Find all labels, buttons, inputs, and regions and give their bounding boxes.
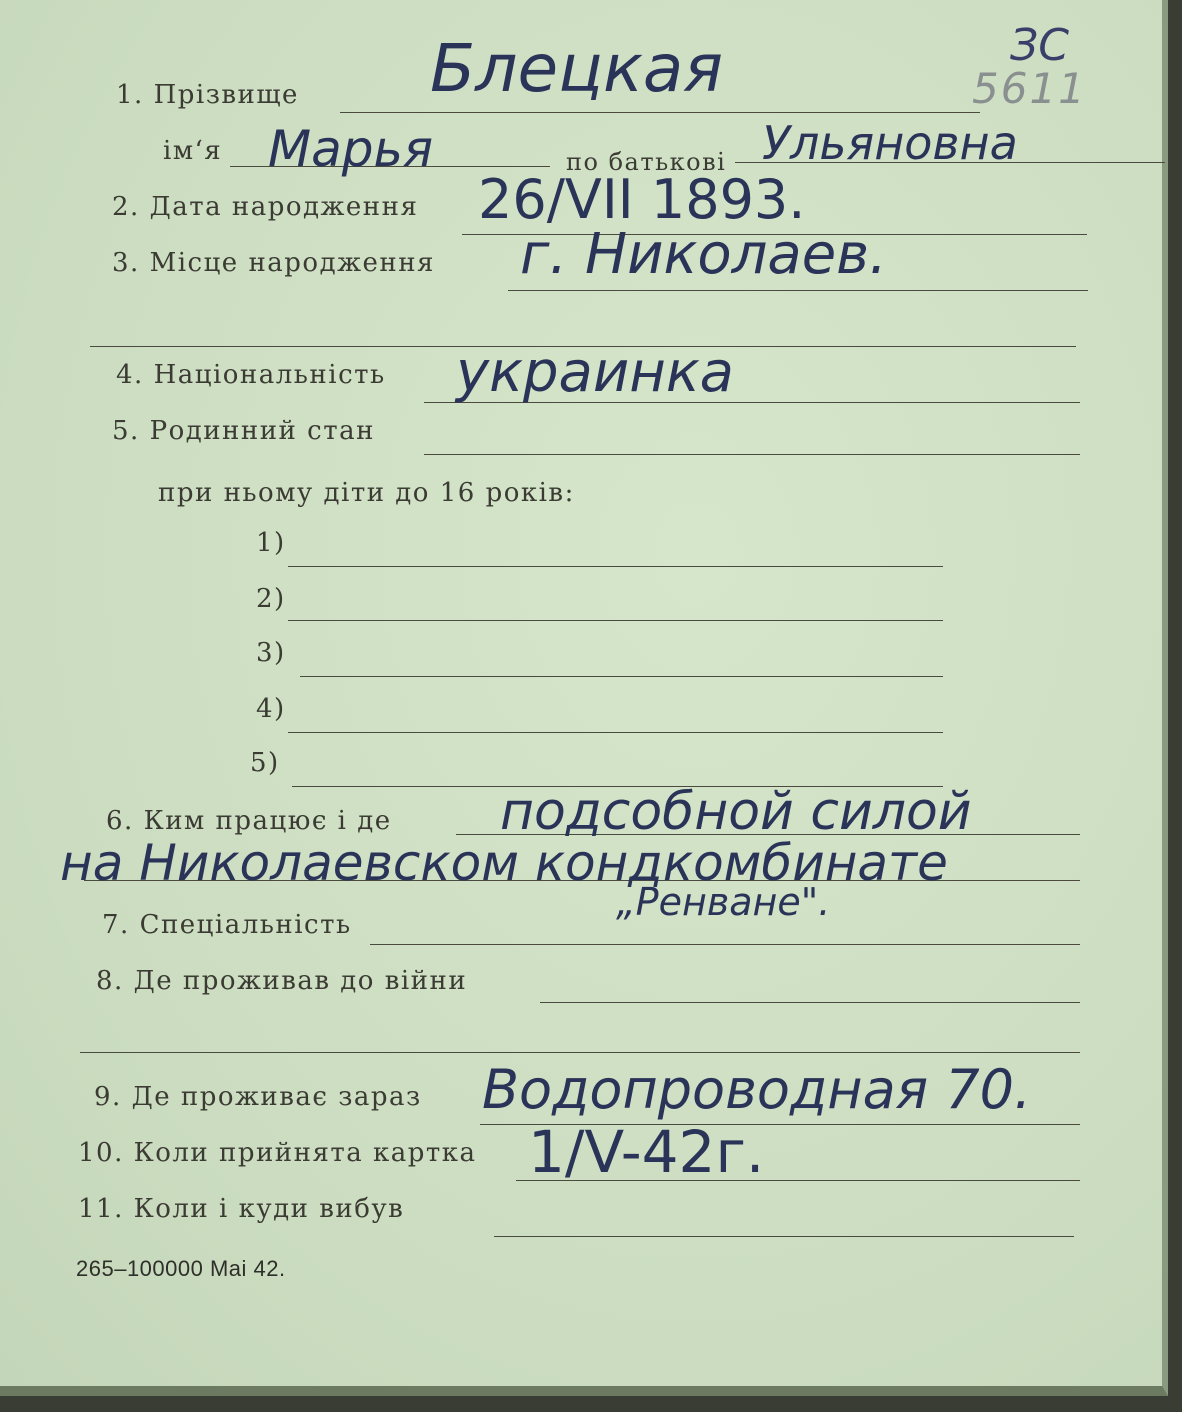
patronymic-value: Ульяновна	[762, 116, 1018, 170]
surname-value: Блецкая	[430, 30, 724, 107]
current-address-value: Водопроводная 70.	[482, 1058, 1032, 1121]
child-3-label: 3)	[256, 638, 286, 668]
child-1-label: 1)	[256, 528, 286, 558]
surname-label: 1. Прізвище	[116, 80, 299, 110]
nationality-label: 4. Національність	[116, 360, 386, 390]
departure-label: 11. Коли і куди вибув	[78, 1194, 405, 1224]
work-value-line3: „Ренване".	[616, 880, 831, 924]
birth-place-value: г. Николаев.	[520, 222, 887, 287]
card-date-label: 10. Коли прийнята картка	[78, 1138, 477, 1168]
patronymic-label: по батькові	[566, 148, 727, 176]
work-value-line2: на Николаевском кондкомбинате	[60, 834, 948, 892]
child-2-label: 2)	[256, 584, 286, 614]
nationality-value: украинка	[456, 340, 734, 405]
work-label: 6. Ким працює і де	[106, 806, 392, 836]
child-1-line	[288, 566, 943, 567]
prewar-label: 8. Де проживав до війни	[96, 966, 468, 996]
print-code: 265–100000 Mai 42.	[76, 1256, 286, 1281]
current-address-label: 9. Де проживає зараз	[94, 1082, 422, 1112]
child-2-line	[288, 620, 943, 621]
surname-line	[340, 112, 980, 113]
name-label: ім‘я	[163, 136, 223, 166]
birth-place-label: 3. Місце народження	[112, 248, 435, 278]
marital-label: 5. Родинний стан	[112, 416, 375, 446]
specialty-label: 7. Спеціальність	[102, 910, 352, 940]
work-value-line1: подсобной силой	[500, 782, 972, 842]
marital-line	[424, 454, 1080, 455]
children-label: при ньому діти до 16 років:	[158, 478, 575, 508]
birth-place-line	[508, 290, 1088, 291]
child-3-line	[300, 676, 943, 677]
archive-number: 5611	[972, 64, 1087, 113]
birth-date-value: 26/VII 1893.	[478, 168, 806, 231]
archive-code: ЗС	[1010, 20, 1069, 71]
specialty-line	[370, 944, 1080, 945]
child-5-label: 5)	[250, 748, 280, 778]
card-date-value: 1/V-42г.	[528, 1118, 765, 1186]
prewar-extra-line	[80, 1052, 1080, 1053]
birth-date-label: 2. Дата народження	[112, 192, 419, 222]
name-value: Марья	[268, 120, 434, 178]
child-4-label: 4)	[256, 694, 286, 724]
child-4-line	[288, 732, 943, 733]
prewar-line	[540, 1002, 1080, 1003]
departure-line	[494, 1236, 1074, 1237]
